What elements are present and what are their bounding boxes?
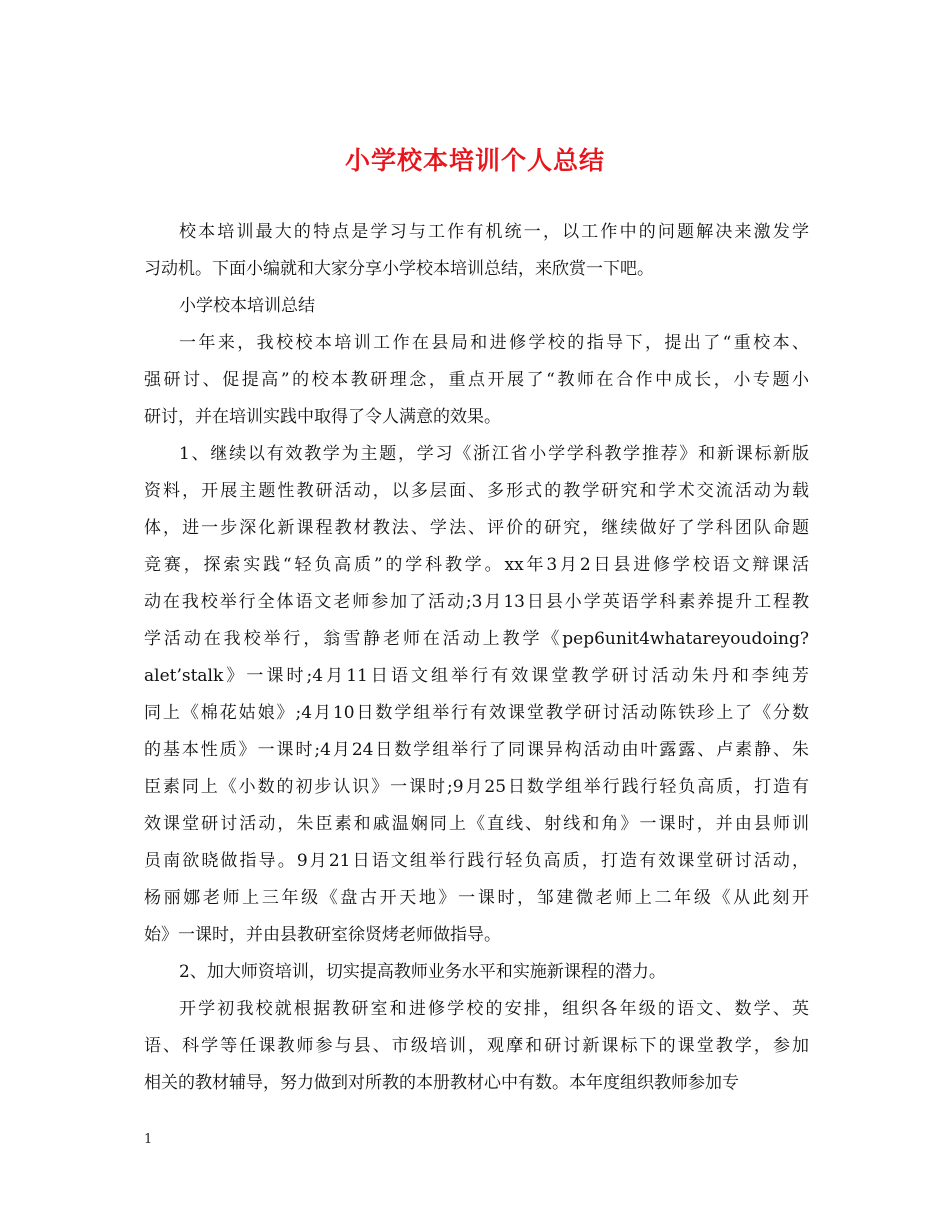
text-line: alet’stalk》一课时;4月11日语文组举行有效课堂教学研讨活动朱丹和李纯芳 [144, 666, 809, 686]
text-line: 效课堂研讨活动，朱臣素和戚温娴同上《直线、射线和角》一课时，并由县师训 [144, 814, 809, 834]
text-line: 学活动在我校举行，翁雪静老师在活动上教学《pep6unit4whatareyoudoing? [144, 629, 809, 649]
text-line: 的基本性质》一课时;4月24日数学组举行了同课异构活动由叶露露、卢素静、朱 [144, 740, 809, 760]
text-line: 1、继续以有效教学为主题，学习《浙江省小学学科教学推荐》和新课标新版 [179, 444, 809, 464]
paragraph-item2-detail [144, 991, 809, 1102]
text-line: 开学初我校就根据教研室和进修学校的安排，组织各年级的语文、数学、英 [179, 999, 809, 1019]
text-line: 同上《棉花姑娘》;4月10日数学组举行有效课堂教学研讨活动陈铁珍上了《分数 [144, 703, 809, 723]
text-line: 研讨，并在培训实践中取得了令人满意的效果。 [144, 407, 501, 427]
text-line: 习动机。下面小编就和大家分享小学校本培训总结，来欣赏一下吧。 [144, 259, 654, 279]
text-line: 小学校本培训总结 [179, 296, 315, 316]
text-line: 强研讨、促提高”的校本教研理念，重点开展了“教师在合作中成长，小专题小 [144, 370, 809, 390]
text-line: 臣素同上《小数的初步认识》一课时;9月25日数学组举行践行轻负高质，打造有 [144, 777, 809, 797]
text-line: 竞赛，探索实践“轻负高质”的学科教学。xx年3月2日县进修学校语文辩课活 [144, 555, 809, 575]
paragraph-item2 [144, 954, 809, 991]
text-line: 动在我校举行全体语文老师参加了活动;3月13日县小学英语学科素养提升工程教 [144, 592, 809, 612]
text-line: 一年来，我校校本培训工作在县局和进修学校的指导下，提出了“重校本、 [179, 333, 809, 353]
text-line: 杨丽娜老师上三年级《盘古开天地》一课时，邹建微老师上二年级《从此刻开 [144, 888, 809, 908]
text-line: 员南欲晓做指导。9月21日语文组举行践行轻负高质，打造有效课堂研讨活动， [144, 851, 809, 871]
text-line: 语、科学等任课教师参与县、市级培训，观摩和研讨新课标下的课堂教学，参加 [144, 1036, 809, 1056]
text-line: 始》一课时，并由县教研室徐贤烤老师做指导。 [144, 925, 501, 945]
text-line: 资料，开展主题性教研活动，以多层面、多形式的教学研究和学术交流活动为载 [144, 481, 809, 501]
page-number: 1 [144, 1132, 153, 1147]
paragraph-item1 [144, 436, 809, 954]
text-line: 2、加大师资培训，切实提高教师业务水平和实施新课程的潜力。 [179, 962, 666, 982]
text-line: 体，进一步深化新课程教材教法、学法、评价的研究，继续做好了学科团队命题 [144, 518, 809, 538]
paragraph-intro [144, 214, 809, 288]
paragraph-overview [144, 325, 809, 436]
paragraph-subtitle [144, 288, 809, 325]
document-body [144, 214, 809, 1102]
text-line: 相关的教材辅导，努力做到对所教的本册教材心中有数。本年度组织教师参加专 [144, 1073, 739, 1093]
document-title: 小学校本培训个人总结 [344, 146, 605, 175]
text-line: 校本培训最大的特点是学习与工作有机统一，以工作中的问题解决来激发学 [179, 222, 809, 242]
